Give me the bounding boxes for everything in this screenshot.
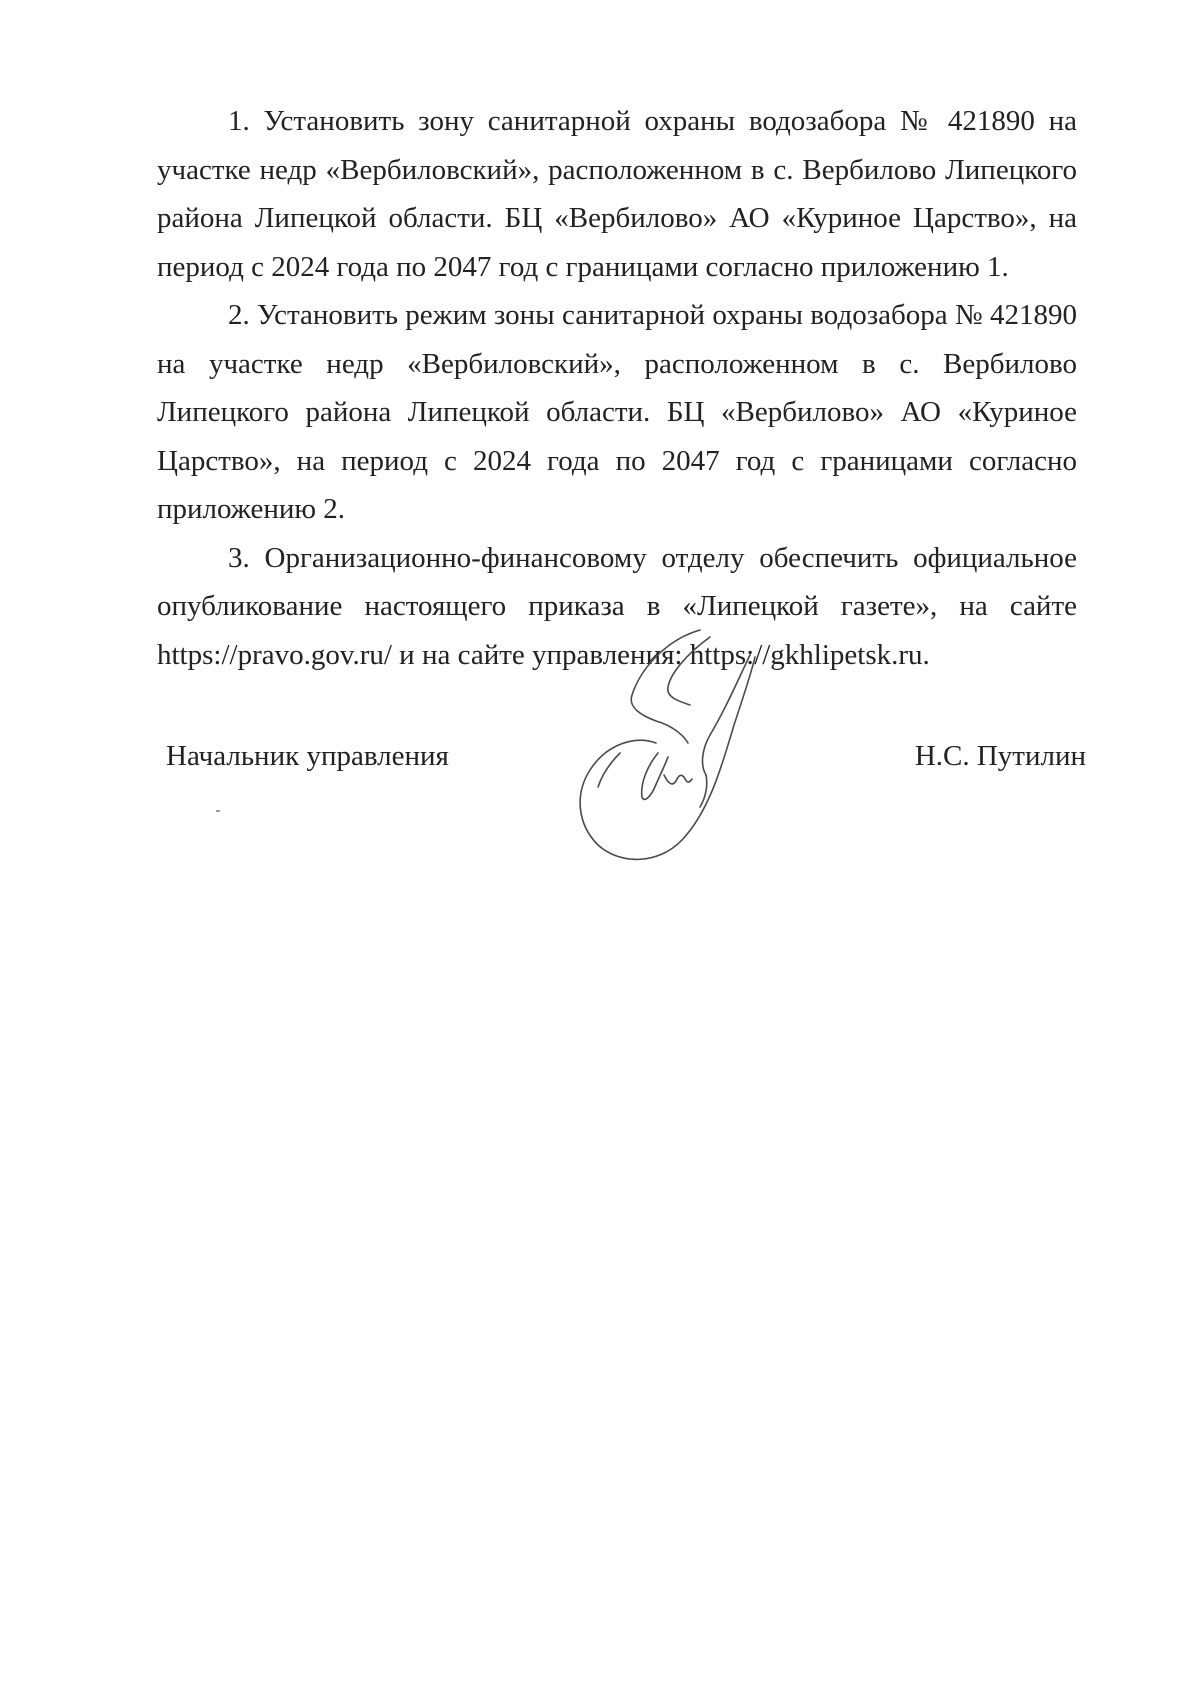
signer-name: Н.С. Путилин <box>914 740 1086 772</box>
paragraph-3: 3. Организационно-финансовому отделу обеспечить официальное опубликование настоящего приказа в «Липецкой газете», на сайте https://pravo.gov.ru/ и на сайте управления: https://gkhlipetsk.ru. <box>157 541 1077 671</box>
signer-position: Начальник управления <box>166 740 449 772</box>
paragraph-2: 2. Установить режим зоны санитарной охраны водозабора № 421890 на участке недр «Вербиловский», расположенном в с. Вербилово Липецкого района Липецкой области. БЦ «Вербилово» АО «Куриное Царство», на период с 2024 года по 2047 год с границами согласно приложению 2. <box>157 299 1077 525</box>
document-body <box>157 97 1077 679</box>
scan-speck <box>216 810 220 812</box>
handwritten-signature <box>560 625 800 885</box>
paragraph-1: 1. Установить зону санитарной охраны водозабора № 421890 на участке недр «Вербиловский», расположенном в с. Вербилово Липецкого района Липецкой области. БЦ «Вербилово» АО «Куриное Царство», на период с 2024 года по 2047 год с границами согласно приложению 1. <box>157 105 1077 283</box>
